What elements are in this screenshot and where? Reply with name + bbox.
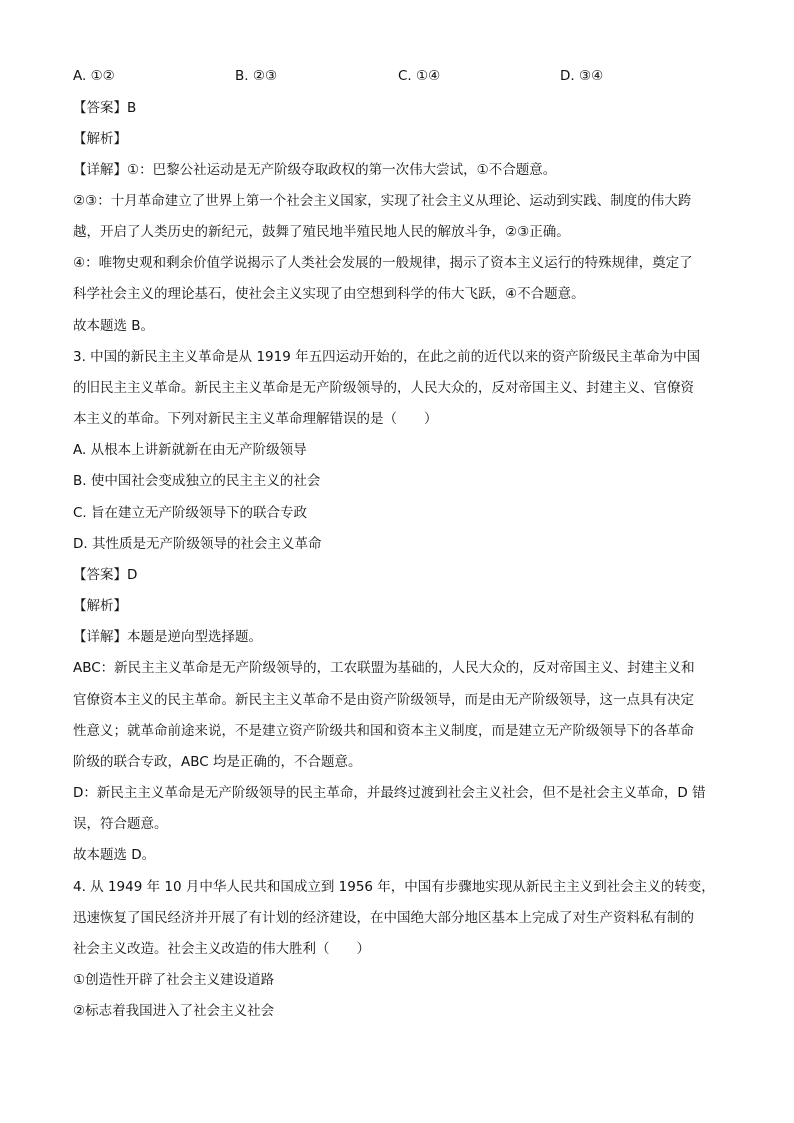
q3-option-d: D. 其性质是无产阶级领导的社会主义革命 — [73, 536, 322, 552]
q2-detail-line: ④：唯物史观和剩余价值学说揭示了人类社会发展的一般规律，揭示了资本主义运行的特殊规律，奠定了 — [73, 255, 693, 271]
q2-option-d: D. ③④ — [560, 68, 604, 84]
q3-detail-line: ABC：新民主主义革命是无产阶级领导的，工农联盟为基础的，人民大众的，反对帝国主义、封建主义和 — [73, 660, 695, 676]
q3-option-b: B. 使中国社会变成独立的民主主义的社会 — [73, 473, 321, 489]
q2-analysis-heading: 【解析】 — [73, 131, 127, 147]
q2-answer: 【答案】B — [73, 100, 137, 116]
q4-item: ①创造性开辟了社会主义建设道路 — [73, 972, 275, 988]
q2-conclusion: 故本题选 B。 — [73, 318, 155, 334]
q3-conclusion: 故本题选 D。 — [73, 847, 156, 863]
q3-answer: 【答案】D — [73, 567, 138, 583]
q4-item: ②标志着我国进入了社会主义社会 — [73, 1003, 275, 1019]
q3-option-a: A. 从根本上讲新就新在由无产阶级领导 — [73, 442, 307, 458]
q2-detail-line: 科学社会主义的理论基石，使社会主义实现了由空想到科学的伟大飞跃，④不合题意。 — [73, 286, 585, 302]
q2-option-c: C. ①④ — [398, 68, 441, 84]
q3-detail-line: 【详解】本题是逆向型选择题。 — [73, 629, 262, 645]
q3-analysis-heading: 【解析】 — [73, 598, 127, 614]
q4-stem-line: 迅速恢复了国民经济并开展了有计划的经济建设，在中国绝大部分地区基本上完成了对生产资料私有制的 — [73, 910, 694, 926]
q2-option-a: A. ①② — [73, 68, 115, 84]
q2-options — [73, 62, 721, 86]
q3-stem-line: 本主义的革命。下列对新民主主义革命理解错误的是（ ） — [73, 411, 438, 427]
q2-detail-line: ②③：十月革命建立了世界上第一个社会主义国家，实现了社会主义从理论、运动到实践、制度的伟大跨 — [73, 193, 692, 209]
q3-option-c: C. 旨在建立无产阶级领导下的联合专政 — [73, 505, 308, 521]
q3-detail-line: 性意义；就革命前途来说，不是建立资产阶级共和国和资本主义制度，而是建立无产阶级领导下的各革命 — [73, 723, 694, 739]
q3-detail-line: 官僚资本主义的民主革命。新民主主义革命不是由资产阶级领导，而是由无产阶级领导，这一点具有决定 — [73, 692, 694, 708]
q3-stem-line: 3. 中国的新民主主义革命是从 1919 年五四运动开始的，在此之前的近代以来的资产阶级民主革命为中国 — [73, 349, 701, 365]
q2-detail-line: 越，开启了人类历史的新纪元，鼓舞了殖民地半殖民地人民的解放斗争，②③正确。 — [73, 224, 570, 240]
q4-stem-line: 社会主义改造。社会主义改造的伟大胜利（ ） — [73, 941, 370, 957]
q2-detail-line: 【详解】①：巴黎公社运动是无产阶级夺取政权的第一次伟大尝试，①不合题意。 — [73, 162, 557, 178]
q2-option-b: B. ②③ — [235, 68, 278, 84]
q3-stem-line: 的旧民主主义革命。新民主主义革命是无产阶级领导的，人民大众的，反对帝国主义、封建主义、官僚资 — [73, 380, 694, 396]
q4-stem-line: 4. 从 1949 年 10 月中华人民共和国成立到 1956 年，中国有步骤地实现从新民主主义到社会主义的转变， — [73, 879, 715, 895]
q3-detail-line: 阶级的联合专政，ABC 均是正确的，不合题意。 — [73, 754, 362, 770]
q3-detail-line: D：新民主主义革命是无产阶级领导的民主革命，并最终过渡到社会主义社会，但不是社会主义革命，D 错 — [73, 785, 706, 801]
q3-detail-line: 误，符合题意。 — [73, 816, 168, 832]
